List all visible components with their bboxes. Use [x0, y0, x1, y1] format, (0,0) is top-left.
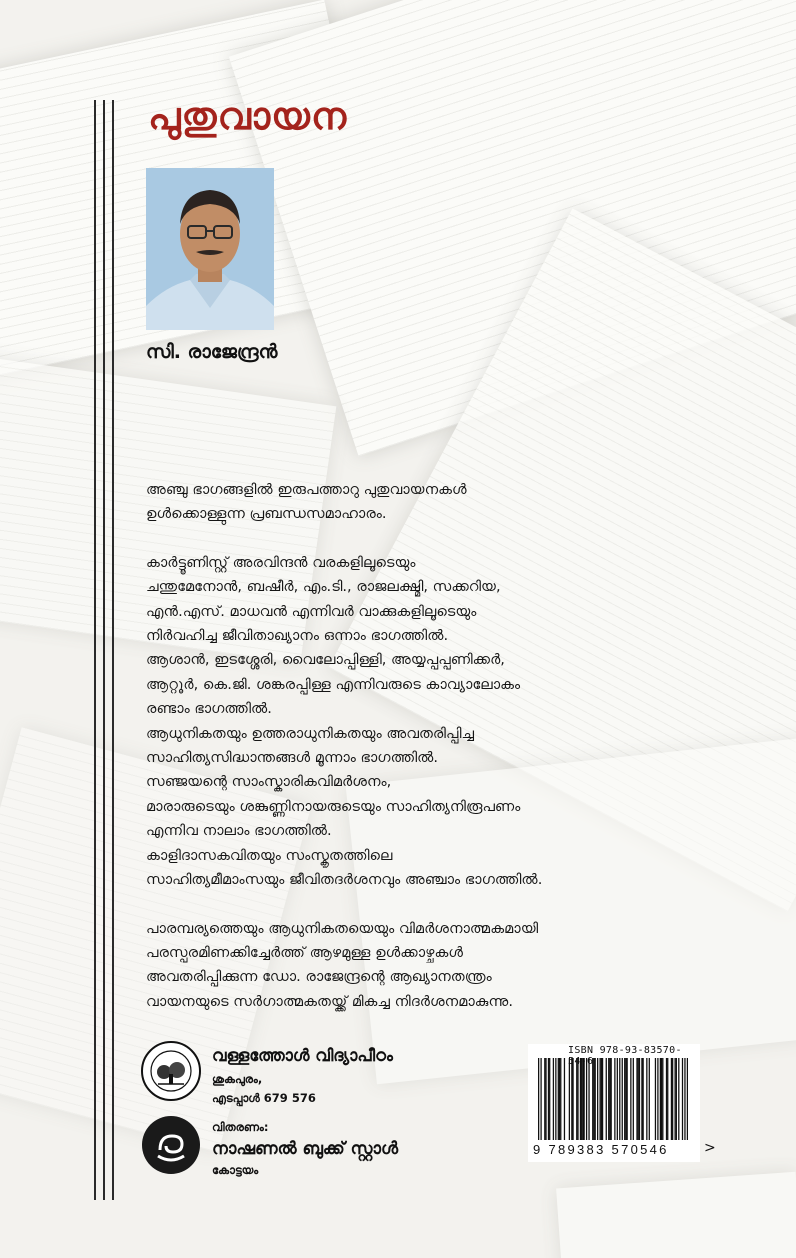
blurb-line: പാരമ്പര്യത്തെയും ആധുനികതയെയും വിമർശനാത്മകമായി: [146, 919, 539, 937]
distributor-place: കോട്ടയം: [212, 1163, 259, 1177]
publisher-place: ശുകപുരം,: [212, 1072, 263, 1086]
publisher-address: എടപ്പാൾ 679 576: [212, 1091, 316, 1105]
blurb-line: അഞ്ചു ഭാഗങ്ങളിൽ ഇരുപത്താറു പുതുവായനകൾ: [146, 481, 467, 498]
author-photo: [146, 168, 274, 330]
blurb-line: അവതരിപ്പിക്കുന്ന ഡോ. രാജേന്ദ്രന്റെ ആഖ്യാനതന്ത്രം: [146, 968, 492, 986]
blurb-line: ആധുനികതയും ഉത്തരാധുനികതയും അവതരിപ്പിച്ച: [146, 724, 475, 742]
author-name: സി. രാജേന്ദ്രൻ: [146, 341, 278, 363]
isbn-text: ISBN 978-93-83570-5 6: [568, 1045, 682, 1067]
barcode: [538, 1058, 688, 1140]
book-title: പുതുവായന: [148, 94, 348, 138]
distributor-label: വിതരണം:: [212, 1120, 269, 1134]
blurb-line: എൻ.എസ്. മാധവൻ എന്നിവർ വാക്കുകളിലൂടെയും: [146, 602, 477, 620]
blurb-line: ഉൾക്കൊള്ളുന്ന പ്രബന്ധസമാഹാരം.: [146, 505, 387, 523]
blurb-line: ആശാൻ, ഇടശ്ശേരി, വൈലോപ്പിള്ളി, അയ്യപ്പപ്പണിക്കർ,: [146, 651, 505, 669]
distributor-name: നാഷണൽ ബുക്ക് സ്റ്റാൾ: [212, 1139, 399, 1159]
blurb-line: മാരാരുടെയും ശങ്കുണ്ണിനായരുടെയും സാഹിത്യനിരൂപണം: [146, 797, 521, 815]
decorative-rule: [112, 100, 114, 1200]
blurb-line: കാളിദാസകവിതയും സംസ്കൃതത്തിലെ: [146, 846, 393, 864]
blurb-line: സാഹിത്യമീമാംസയും ജീവിതദർശനവും അഞ്ചാം ഭാഗത്തിൽ.: [146, 871, 543, 889]
blurb-line: സാഹിത്യസിദ്ധാന്തങ്ങൾ മൂന്നാം ഭാഗത്തിൽ.: [146, 749, 439, 767]
publisher-name: വള്ളത്തോൾ വിദ്യാപീഠം: [212, 1046, 393, 1065]
decorative-rule: [103, 100, 105, 1200]
blurb-line: എന്നിവ നാലാം ഭാഗത്തിൽ.: [146, 822, 332, 840]
blurb-line: നിർവഹിച്ച ജീവിതാഖ്യാനം ഒന്നാം ഭാഗത്തിൽ.: [146, 627, 449, 645]
distributor-logo-icon: [140, 1114, 202, 1176]
blurb-line: പരസ്പരമിണക്കിച്ചേർത്ത് ആഴമുള്ള ഉൾക്കാഴ്ചകൾ: [146, 943, 464, 961]
blurb-line: സഞ്ജയന്റെ സാംസ്കാരികവിമർശനം,: [146, 773, 392, 791]
distributor-info: [212, 1120, 398, 1178]
isbn-barcode-block: [528, 1044, 716, 1162]
isbn-number: 9 789383 570546: [533, 1142, 669, 1157]
blurb-line: ആറ്റൂർ, കെ.ജി. ശങ്കരപ്പിള്ള എന്നിവരുടെ കാവ്യാലോകം: [146, 675, 521, 693]
publisher-info: [212, 1046, 393, 1106]
barcode-quiet-zone-marker: >: [704, 1140, 716, 1156]
back-cover-blurb: [146, 478, 686, 1014]
blurb-line: വായനയുടെ സർഗാത്മകതയ്ക്ക് മികച്ച നിദർശനമാകുന്നു.: [146, 992, 513, 1010]
blurb-line: കാർട്ടൂണിസ്റ്റ് അരവിന്ദൻ വരകളിലൂടെയും: [146, 553, 416, 571]
decorative-rule: [94, 100, 96, 1200]
publisher-seal-icon: [140, 1040, 202, 1102]
blurb-line: ചന്തുമേനോൻ, ബഷീർ, എം.ടി., രാജലക്ഷ്മി, സക്കറിയ,: [146, 578, 501, 596]
blurb-line: രണ്ടാം ഭാഗത്തിൽ.: [146, 700, 272, 718]
